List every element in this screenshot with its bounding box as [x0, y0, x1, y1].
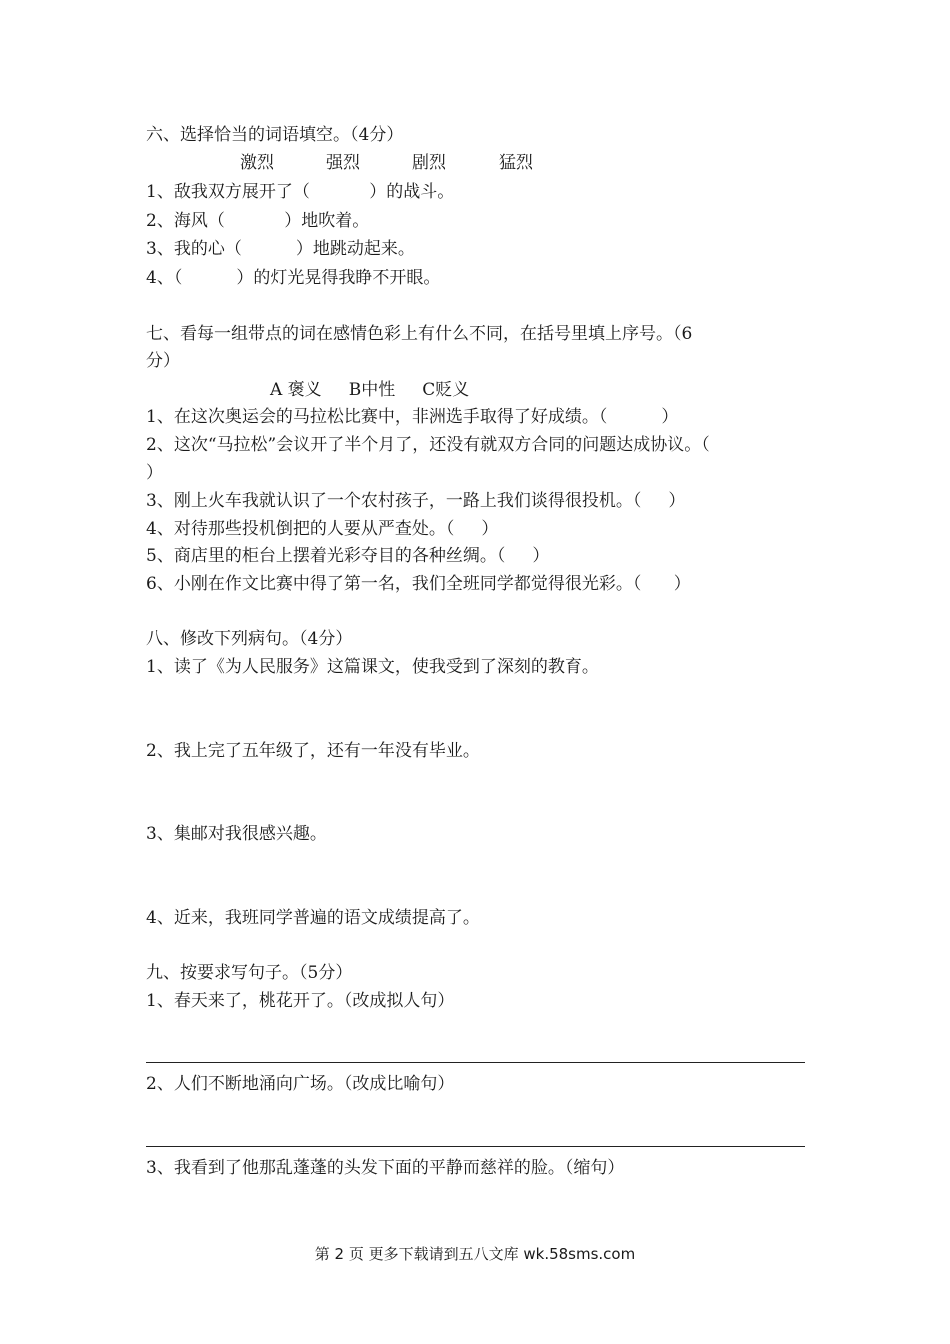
answer-line: [146, 1146, 805, 1147]
question-line: 4、对待那些投机倒把的人要从严查处。（ ）: [146, 519, 499, 539]
question-line: 2、海风（ ）地吹着。: [146, 211, 370, 231]
question-line: 5、商店里的柜台上摆着光彩夺目的各种丝绸。（ ）: [146, 546, 550, 566]
question-line: 3、我看到了他那乱蓬蓬的头发下面的平静而慈祥的脸。（缩句）: [146, 1158, 625, 1178]
question-line-cont: ）: [146, 463, 163, 483]
question-line: 1、读了《为人民服务》这篇课文，使我受到了深刻的教育。: [146, 657, 599, 677]
option-word: 激烈: [240, 153, 274, 173]
option-word: 强烈: [326, 153, 360, 173]
section-7-title: 七、看每一组带点的词在感情色彩上有什么不同，在括号里填上序号。（6: [146, 324, 693, 344]
section-9-title: 九、按要求写句子。（5分）: [146, 963, 353, 983]
question-line: 6、小刚在作文比赛中得了第一名，我们全班同学都觉得很光彩。（ ）: [146, 574, 691, 594]
question-line: 3、集邮对我很感兴趣。: [146, 824, 327, 844]
question-line: 1、敌我双方展开了（ ）的战斗。: [146, 182, 455, 202]
section-7-title-cont: 分）: [146, 351, 180, 371]
question-line: 4、近来，我班同学普遍的语文成绩提高了。: [146, 908, 480, 928]
section-8-title: 八、修改下列病句。（4分）: [146, 629, 353, 649]
answer-line: [146, 1062, 805, 1063]
page-footer: 第 2 页 更多下载请到五八文库 wk.58sms.com: [314, 1245, 636, 1263]
option-word: 剧烈: [412, 153, 446, 173]
question-line: 3、我的心（ ）地跳动起来。: [146, 239, 415, 259]
section-6-title: 六、选择恰当的词语填空。（4分）: [146, 125, 404, 145]
option-word: 猛烈: [499, 153, 533, 173]
question-line: 1、在这次奥运会的马拉松比赛中，非洲选手取得了好成绩。（ ）: [146, 407, 679, 427]
question-line: 1、春天来了，桃花开了。（改成拟人句）: [146, 991, 455, 1011]
question-line: 2、这次“马拉松”会议开了半个月了，还没有就双方合同的问题达成协议。（: [146, 435, 710, 455]
question-line: 3、刚上火车我就认识了一个农村孩子，一路上我们谈得很投机。（ ）: [146, 491, 686, 511]
section-7-options: A 褒义 B中性 C贬义: [270, 380, 470, 400]
question-line: 4、（ ）的灯光晃得我睁不开眼。: [146, 268, 441, 288]
question-line: 2、人们不断地涌向广场。（改成比喻句）: [146, 1074, 455, 1094]
question-line: 2、我上完了五年级了，还有一年没有毕业。: [146, 741, 480, 761]
